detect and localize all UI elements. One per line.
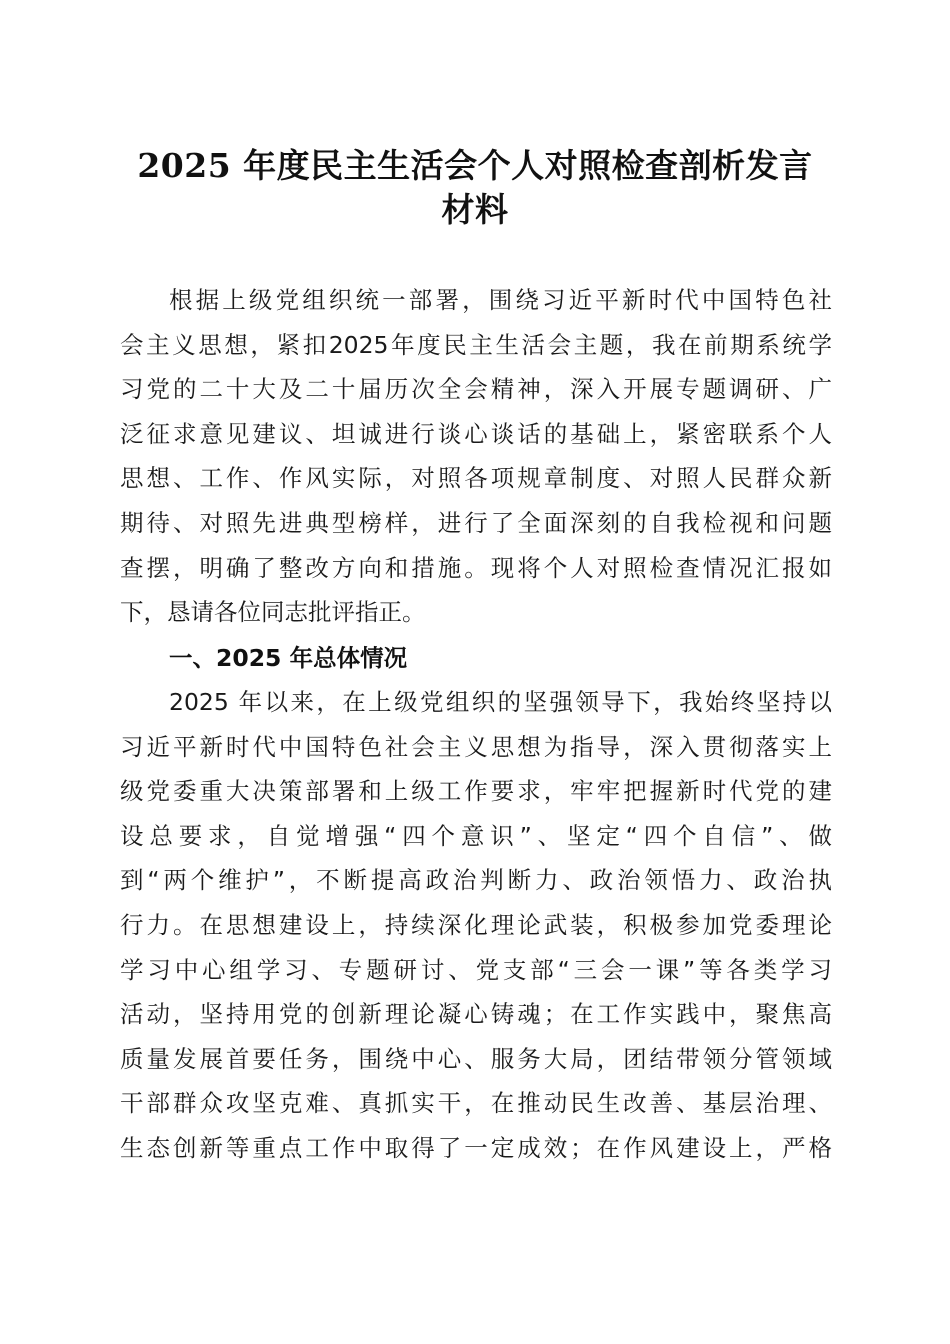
paragraph-line: 会主义思想，紧扣2025年度民主生活会主题，我在前期系统学 xyxy=(120,330,832,359)
paragraph-line: 行力。在思想建设上，持续深化理论武装，积极参加党委理论 xyxy=(120,910,832,939)
paragraph-line: 习近平新时代中国特色社会主义思想为指导，深入贯彻落实上 xyxy=(120,732,832,761)
section-heading: 一、2025 年总体情况 xyxy=(169,644,408,672)
paragraph-line: 思想、工作、作风实际，对照各项规章制度、对照人民群众新 xyxy=(120,464,832,493)
paragraph-line: 查摆，明确了整改方向和措施。现将个人对照检查情况汇报如 xyxy=(120,553,832,582)
paragraph-line: 到“两个维护”，不断提高政治判断力、政治领悟力、政治执 xyxy=(120,866,832,895)
paragraph-line: 质量发展首要任务，围绕中心、服务大局，团结带领分管领域 xyxy=(120,1044,832,1073)
paragraph-line: 习党的二十大及二十届历次全会精神，深入开展专题调研、广 xyxy=(120,375,832,404)
paragraph-line: 干部群众攻坚克难、真抓实干，在推动民生改善、基层治理、 xyxy=(120,1089,832,1118)
paragraph-line: 泛征求意见建议、坦诚进行谈心谈话的基础上，紧密联系个人 xyxy=(120,419,832,448)
paragraph-line: 学习中心组学习、专题研讨、党支部“三会一课”等各类学习 xyxy=(120,955,832,984)
paragraph-line: 生态创新等重点工作中取得了一定成效；在作风建设上，严格 xyxy=(120,1133,832,1162)
paragraph-line: 根据上级党组织统一部署，围绕习近平新时代中国特色社 xyxy=(169,286,832,314)
paragraph-line: 级党委重大决策部署和上级工作要求，牢牢把握新时代党的建 xyxy=(120,777,832,806)
paragraph-line: 期待、对照先进典型榜样，进行了全面深刻的自我检视和问题 xyxy=(120,508,832,537)
document-title-line-2: 材料 xyxy=(441,190,509,229)
overview-paragraph xyxy=(120,680,832,1171)
paragraph-line: 设总要求，自觉增强“四个意识”、坚定“四个自信”、做 xyxy=(120,821,832,850)
paragraph-line: 活动，坚持用党的创新理论凝心铸魂；在工作实践中，聚焦高 xyxy=(120,1000,832,1029)
paragraph-line: 2025 年以来，在上级党组织的坚强领导下，我始终坚持以 xyxy=(169,688,832,716)
intro-paragraph xyxy=(120,278,832,635)
document-title-line-1: 2025 年度民主生活会个人对照检查剖析发言 xyxy=(137,146,813,185)
paragraph-line: 下，恳请各位同志批评指正。 xyxy=(120,598,426,627)
